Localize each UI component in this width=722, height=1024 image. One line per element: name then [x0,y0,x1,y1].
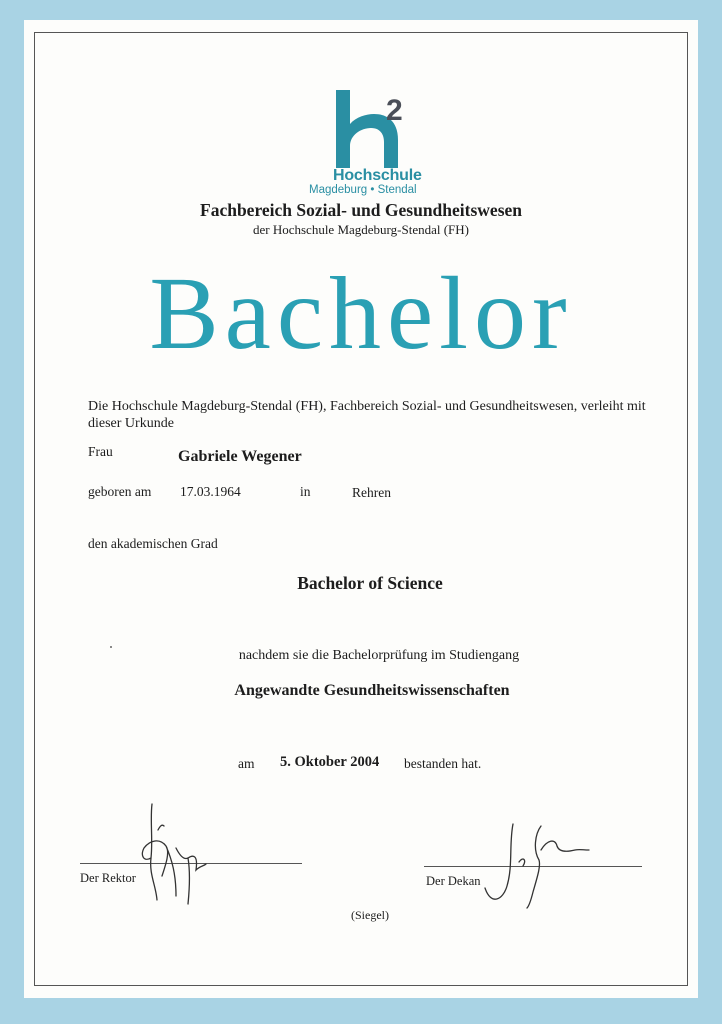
exam-intro: nachdem sie die Bachelorprüfung im Studiengang [238,648,520,663]
exam-date: 5. Oktober 2004 [280,754,380,770]
exam-am-label: am [238,756,255,771]
exam-passed-label: bestanden hat. [404,756,482,771]
birth-date: 17.03.1964 [180,484,241,499]
dean-label: Der Dekan [426,874,481,888]
degree-intro: den akademischen Grad [88,536,218,551]
study-program: Angewandte Gesundheitswissenschaften [234,682,510,699]
seal-label: (Siegel) [351,908,389,922]
logo-superscript: 2 [386,94,403,127]
department-heading: Fachbereich Sozial- und Gesundheitswesen [200,200,522,220]
in-label: in [300,484,311,499]
salutation-label: Frau [88,444,113,459]
logo-line-1: Hochschule [333,167,422,184]
rector-signature [136,800,216,910]
dean-signature [479,820,599,910]
born-label: geboren am [88,484,152,499]
degree-title: Bachelor [149,256,573,371]
rector-label: Der Rektor [80,871,136,885]
intro-text: Die Hochschule Magdeburg-Stendal (FH), Fachbereich Sozial- und Gesundheitswesen, verleiht mit dieser Urkunde [88,399,646,431]
recipient-name: Gabriele Wegener [178,448,302,465]
institution-subheading: der Hochschule Magdeburg-Stendal (FH) [252,222,469,237]
degree-name: Bachelor of Science [297,573,443,593]
birth-place: Rehren [352,485,391,500]
logo-line-2: Magdeburg • Stendal [309,184,417,196]
certificate-sheet [24,20,698,998]
